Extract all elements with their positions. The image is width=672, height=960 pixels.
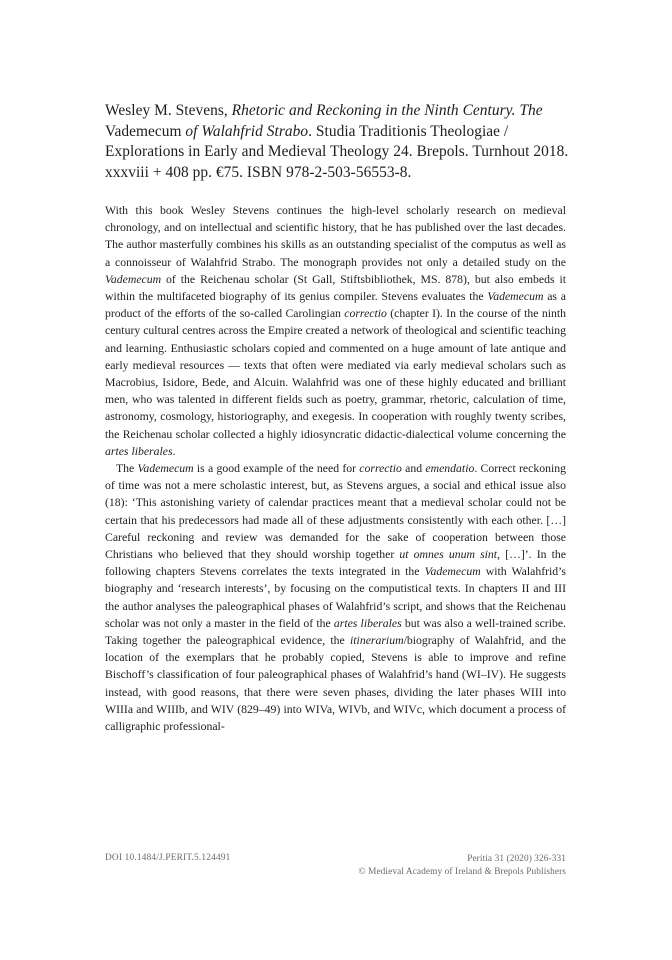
italic-run: Vademecum bbox=[487, 290, 544, 304]
italic-run: Vademecum bbox=[424, 565, 481, 579]
book-title-part3: of Walahfrid Strabo bbox=[185, 122, 309, 140]
italic-run: ut omnes unum sint bbox=[399, 548, 498, 562]
journal-citation: Peritia 31 (2020) 326-331 bbox=[467, 854, 566, 864]
text-run: with Walahfrid’s biography and ‘research interests’, by focusing on the computistical texts. In chapters II and III the author analyses the paleographical phases of Walahfrid’s script, and shows that the Reichenau scholar was not only a master in the field of the bbox=[105, 565, 566, 630]
text-run: , […]’. In the following chapters Stevens correlates the texts integrated in the bbox=[105, 548, 567, 579]
italic-run: artes liberales bbox=[105, 444, 173, 458]
text-run: of the Reichenau scholar (St Gall, Stiftsbibliothek, MS. 878), but also embeds it within the multifaceted biography of its genius compiler. Stevens evaluates the bbox=[105, 272, 566, 304]
italic-run: correctio bbox=[359, 462, 402, 476]
italic-run: Vademecum bbox=[137, 462, 194, 476]
italic-run: Vademecum bbox=[105, 272, 162, 286]
text-run: The bbox=[116, 462, 138, 476]
text-run: . bbox=[172, 444, 176, 458]
text-run: With this book Wesley Stevens continues the high-level scholarly research on medieval chronology, and on intellectual and scientific history, that he has published over the last decades. The author masterfully combines his skills as an outstanding specialist of the computus as well as a connoisseur of Walahfrid Strabo. The monograph provides not only a detailed study on the bbox=[105, 204, 566, 269]
doi-footer: DOI 10.1484/J.PERIT.5.124491 bbox=[105, 853, 231, 863]
text-run: /biography of Walahfrid, and the location of the exemplars that he probably copied, Stevens is able to improve and refine Bischoff’s classification of four paleographical phases of Walahfrid’s hand (WI–IV). He suggests instead, with good reasons, that there were seven phases, dividing the later phases WIII into WIIIa and WIIIb, and WIV (829–49) into WIVa, WIVb, and WIVc, which document a process of calligraphic professional- bbox=[105, 634, 566, 734]
text-run: is a good example of the need for bbox=[193, 462, 360, 476]
book-title-part2: Vademecum bbox=[105, 122, 186, 140]
text-run: as a product of the efforts of the so-called Carolingian bbox=[105, 290, 566, 321]
book-title-part1: Rhetoric and Reckoning in the Ninth Century. The bbox=[231, 102, 543, 119]
italic-run: correctio bbox=[344, 307, 387, 321]
paragraph-2 bbox=[105, 460, 566, 735]
review-body bbox=[105, 202, 566, 735]
review-author: Wesley M. Stevens, bbox=[105, 102, 232, 119]
italic-run: itinerarium bbox=[350, 634, 404, 648]
journal-footer bbox=[358, 853, 566, 878]
italic-run: emendatio bbox=[425, 462, 475, 476]
paragraph-1 bbox=[105, 202, 566, 460]
publication-details: . Studia Traditionis Theologiae / Explorations in Early and Medieval Theology 24. Brepols. Turnhout 2018. xxxviii + 408 pp. €75. ISBN 978-2-503-56553-8. bbox=[105, 122, 569, 181]
text-run: (chapter I). In the course of the ninth century cultural centres across the Empire created a network of theological and scientific teaching and learning. Enthusiastic scholars copied and commented on a huge amount of late antique and early medieval resources — texts that often were mediated via early medieval scholars such as Macrobius, Isidore, Bede, and Alcuin. Walahfrid was one of these highly educated and brilliant men, who was talented in different fields such as poetry, grammar, rhetoric, calculation of time, astronomy, cosmology, historiography, and exegesis. In cooperation with roughly twenty scribes, the Reichenau scholar collected a highly idiosyncratic didactic-dialectical volume concerning the bbox=[105, 307, 567, 441]
italic-run: artes liberales bbox=[333, 616, 402, 630]
text-run: . Correct reckoning of time was not a mere scholastic interest, but, as Stevens argues, a social and ethical issue also (18): ‘This astonishing variety of calendar practices meant that a medieval scholar could not be certain that his predecessors had made all of these adjustments consistently with each other. […] Careful reckoning and review was demanded for the sake of cooperation between those Christians who believed that they should worship together bbox=[105, 462, 566, 562]
text-run: but was also a well-trained scribe. Taking together the paleographical evidence, the bbox=[105, 616, 566, 648]
review-citation bbox=[105, 101, 585, 183]
copyright-notice: © Medieval Academy of Ireland & Brepols Publishers bbox=[358, 866, 566, 877]
text-run: and bbox=[401, 462, 426, 476]
review-header bbox=[105, 101, 585, 183]
